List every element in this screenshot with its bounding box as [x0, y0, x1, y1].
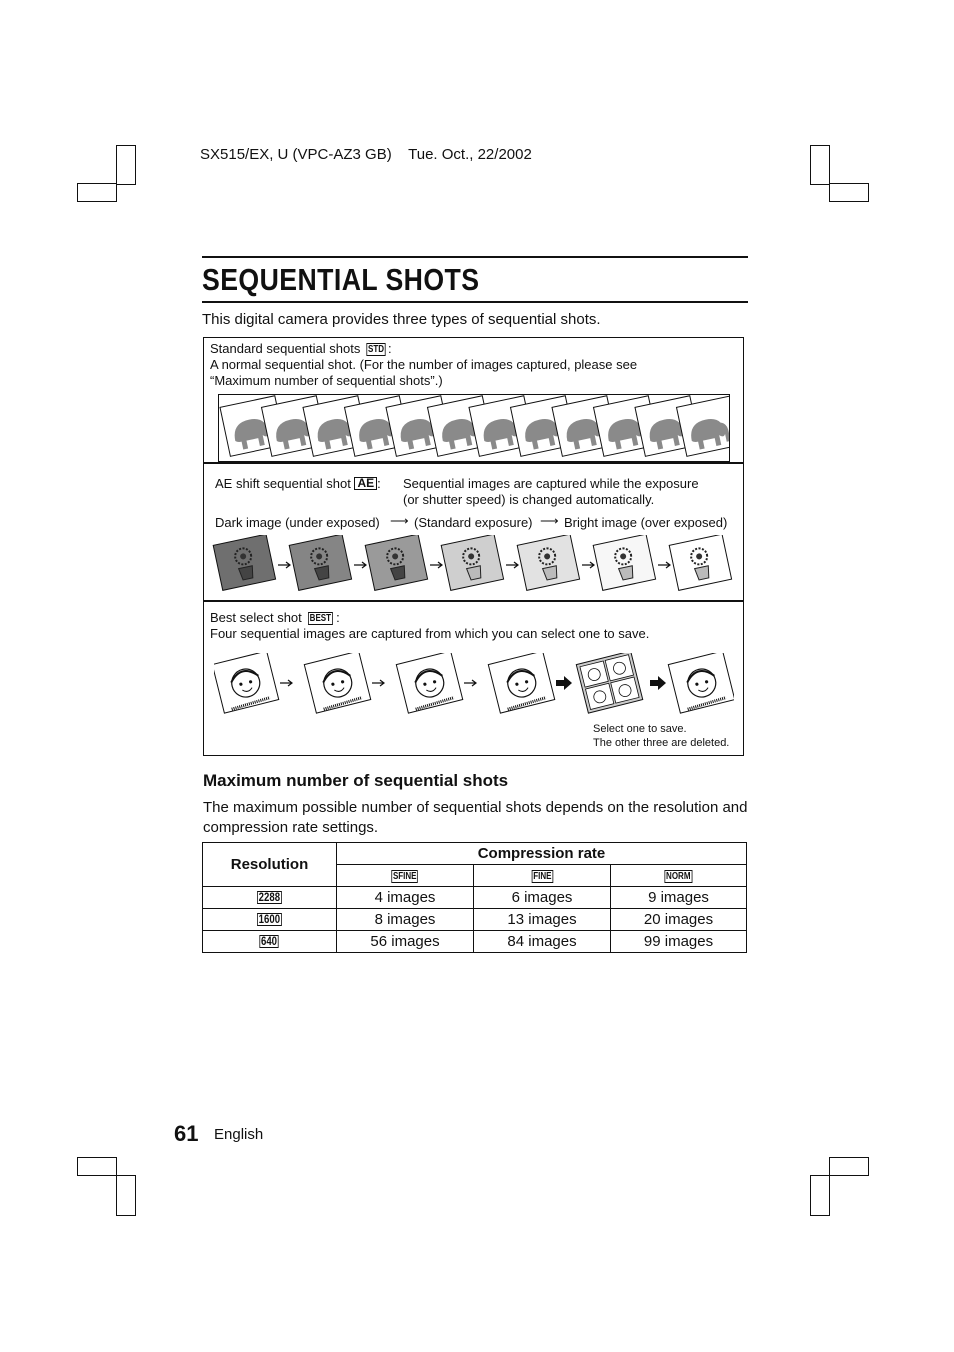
arrow-right-icon [372, 680, 384, 686]
face-frame [304, 653, 370, 713]
standard-label: Standard sequential shots [210, 341, 361, 356]
standard-desc-1: A normal sequential shot. (For the number of images captured, please see [210, 357, 638, 372]
bold-arrow-icon [556, 676, 572, 690]
table-cell: 56 images [337, 931, 474, 953]
resolution-2288-icon: 2288 [258, 890, 281, 904]
resolution-1600-icon: 1600 [258, 912, 281, 926]
standard-label-line: Standard sequential shots STD : [210, 341, 392, 356]
ae-bright-label: Bright image (over exposed) [564, 515, 728, 530]
arrow-right-icon [280, 680, 292, 686]
table-row [203, 909, 747, 931]
best-note-2: The other three are deleted. [593, 737, 730, 749]
title-rule-top [202, 256, 748, 258]
table-cell: 8 images [337, 909, 474, 931]
table-cell: 13 images [474, 909, 611, 931]
crop-mark-top-right-v [810, 145, 830, 185]
face-frame [214, 653, 279, 713]
face-frame [668, 653, 734, 713]
best-desc: Four sequential images are captured from which you can select one to save. [210, 626, 650, 641]
crop-mark-top-right-h [829, 183, 869, 202]
ae-desc-1: Sequential images are captured while the exposure [403, 476, 699, 491]
table-row [203, 931, 747, 953]
exposure-frame [365, 535, 427, 590]
arrow-right-icon [658, 562, 670, 568]
ae-mode-icon: AE [354, 477, 377, 490]
best-select-box [203, 600, 744, 756]
arrow-right-icon [354, 562, 366, 568]
intro-text: This digital camera provides three types of sequential shots. [202, 311, 601, 328]
section-heading: Maximum number of sequential shots [203, 771, 509, 790]
arrow-right-icon: ⟶ [390, 513, 409, 528]
sequential-shots-table [202, 842, 747, 953]
ae-desc-2: (or shutter speed) is changed automatically. [403, 492, 655, 507]
standard-desc-2: “Maximum number of sequential shots”.) [210, 373, 443, 388]
crop-mark-bottom-right-v [810, 1175, 830, 1216]
ae-standard-label: (Standard exposure) [414, 515, 533, 530]
arrow-right-icon [582, 562, 594, 568]
ae-dark-label: Dark image (under exposed) [215, 515, 380, 530]
ae-label: AE shift sequential shot [215, 476, 351, 491]
std-mode-icon: STD [367, 344, 384, 355]
table-row [203, 887, 747, 909]
table-cell: 9 images [611, 887, 747, 909]
best-note-1: Select one to save. [593, 723, 687, 735]
exposure-frame [593, 535, 655, 590]
section-body: The maximum possible number of sequential shots depends on the resolution and compression rate settings. [203, 799, 748, 836]
page-number: 61 [174, 1121, 199, 1146]
norm-icon: NORM [666, 871, 691, 882]
crop-mark-bottom-left-h [77, 1157, 117, 1176]
document-header: SX515/EX, U (VPC-AZ3 GB) Tue. Oct., 22/2002 [200, 146, 532, 163]
resolution-cell [203, 931, 337, 953]
arrow-right-icon [506, 562, 518, 568]
elephant-sequence-illustration [219, 395, 729, 461]
elephant-filmstrip [218, 394, 730, 462]
arrow-right-icon [430, 562, 442, 568]
sfine-icon: SFINE [393, 871, 417, 882]
compression-header: Compression rate [337, 843, 747, 865]
compression-col [611, 865, 747, 887]
resolution-cell [203, 909, 337, 931]
crop-mark-top-left-h [77, 183, 117, 202]
exposure-frame [289, 535, 351, 590]
compression-col [337, 865, 474, 887]
exposure-frame [213, 535, 275, 590]
title-rule-bottom [202, 301, 748, 303]
exposure-sequence-illustration [212, 535, 738, 595]
arrow-right-icon: ⟶ [540, 513, 559, 528]
crop-mark-top-left-v [116, 145, 136, 185]
crop-mark-bottom-left-v [116, 1175, 136, 1216]
best-label: Best select shot [210, 610, 302, 625]
four-up-grid-frame [576, 653, 642, 713]
best-label-line: Best select shot BEST : [210, 610, 340, 625]
ae-shift-box [203, 462, 744, 602]
exposure-frame [441, 535, 503, 590]
best-select-illustration [214, 653, 734, 719]
exposure-frame [669, 535, 731, 590]
resolution-header: Resolution [203, 843, 337, 887]
face-frame [488, 653, 554, 713]
face-frame [396, 653, 462, 713]
language-label: English [214, 1126, 264, 1143]
exposure-frame [517, 535, 579, 590]
table-cell: 84 images [474, 931, 611, 953]
ae-label-line: AE shift sequential shot AE : [215, 476, 381, 491]
page-title: SEQUENTIAL SHOTS [202, 262, 480, 297]
best-mode-icon: BEST [310, 613, 332, 624]
arrow-right-icon [464, 680, 476, 686]
table-cell: 20 images [611, 909, 747, 931]
compression-col [474, 865, 611, 887]
crop-mark-bottom-right-h [829, 1157, 869, 1176]
resolution-cell [203, 887, 337, 909]
resolution-640-icon: 640 [261, 934, 278, 948]
arrow-right-icon [278, 562, 290, 568]
table-cell: 6 images [474, 887, 611, 909]
bold-arrow-icon [650, 676, 666, 690]
table-cell: 99 images [611, 931, 747, 953]
fine-icon: FINE [532, 871, 552, 882]
standard-sequential-box [203, 337, 744, 464]
table-cell: 4 images [337, 887, 474, 909]
